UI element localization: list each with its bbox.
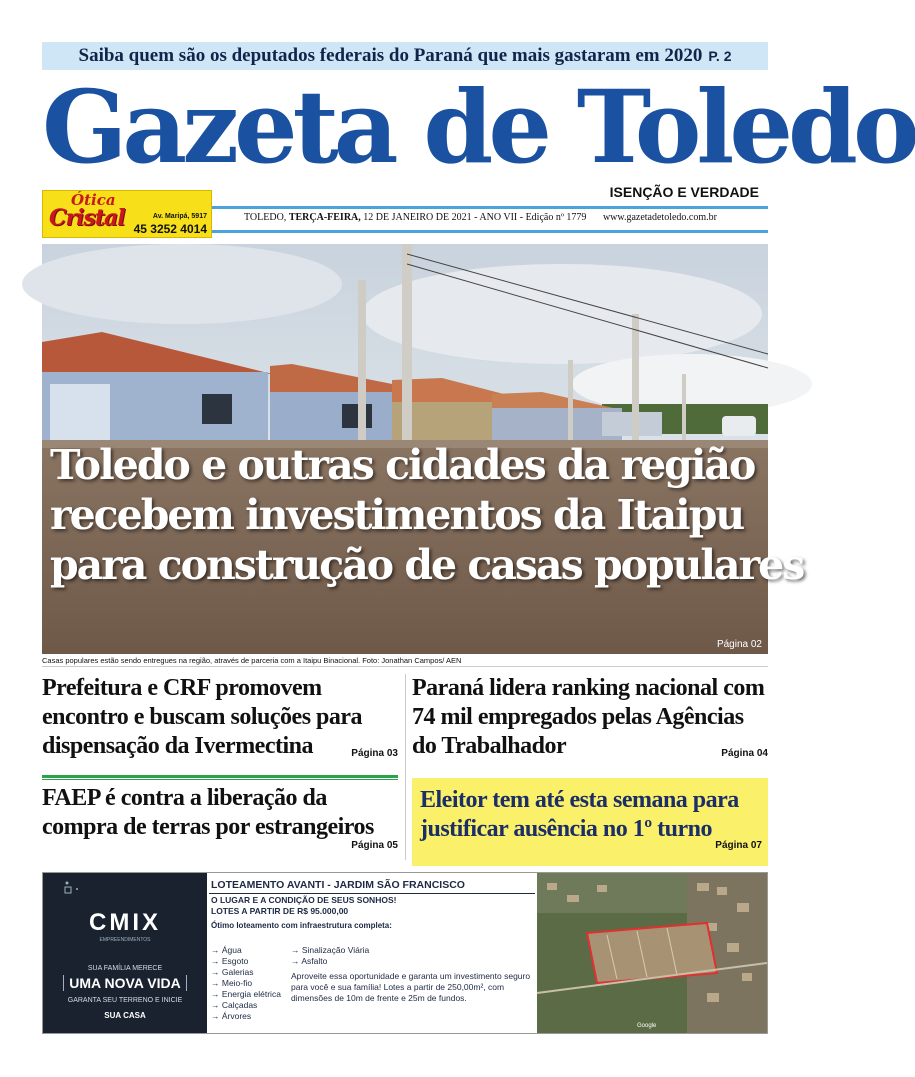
cmix-line3: GARANTA SEU TERRENO E INICIE: [67, 997, 183, 1004]
dateline-date: 12 DE JANEIRO DE 2021 - ANO VII - Edição nº 1779: [363, 212, 587, 223]
cmix-line4: SUA CASA: [104, 1011, 146, 1020]
masthead-title: Gazeta de Toledo: [42, 68, 915, 186]
hero-headline-line: recebem investimentos da Itaipu: [50, 491, 744, 539]
story-headline-line: 74 mil empregados pelas Agências: [412, 704, 744, 730]
story-headline-line: compra de terras por estrangeiros: [42, 814, 374, 840]
loteamento-features-col2: [291, 945, 369, 967]
loteamento-infra: Ótimo loteamento com infraestrutura completa:: [211, 921, 392, 930]
ad-loteamento-details: [209, 873, 537, 1033]
top-teaser-page: P. 2: [708, 48, 732, 64]
story-page-ref: Página 04: [721, 748, 768, 759]
ad-otica-address: Av. Maripá, 5917: [152, 213, 207, 220]
story-faep[interactable]: [42, 784, 398, 860]
feature-item: → Esgoto: [211, 956, 249, 966]
loteamento-tagline: O LUGAR E A CONDIÇÃO DE SEUS SONHOS!: [211, 895, 397, 905]
green-divider: [42, 775, 398, 778]
column-divider: [405, 674, 406, 860]
hero-headline-line: Toledo e outras cidades da região: [50, 441, 755, 489]
cmix-logo: CMIX: [89, 909, 161, 936]
ad-otica-brand-line2: Cristal: [49, 205, 125, 231]
feature-item: → Asfalto: [291, 956, 328, 966]
story-headline-line: justificar ausência no 1º turno: [420, 816, 712, 842]
cmix-line1: SUA FAMÍLIA MERECE: [87, 965, 163, 972]
satellite-map-image: [537, 873, 767, 1033]
story-page-ref: Página 05: [351, 840, 398, 851]
loteamento-features-col1: [211, 945, 281, 1022]
story-headline-line: dispensação da Ivermectina: [42, 733, 313, 759]
cmix-line2: UMA NOVA VIDA: [63, 975, 187, 991]
ad-otica-cristal[interactable]: [42, 190, 212, 238]
header-rule-top: [212, 206, 768, 209]
loteamento-body: Aproveite essa oportunidade e garanta um investimento seguro para você e sua família! Lotes a partir de 250,00m², com dimensões de 10m de frente e 25m de fundos.: [291, 971, 531, 1003]
ad-otica-brand-line1: Ótica: [71, 191, 116, 209]
ad-cmix-panel: [43, 873, 207, 1033]
loteamento-title: LOTEAMENTO AVANTI - JARDIM SÃO FRANCISCO: [211, 879, 465, 891]
feature-item: → Galerias: [211, 967, 254, 977]
hero-headline[interactable]: [50, 440, 804, 590]
section-divider: [42, 666, 768, 667]
map-credit: Google: [637, 1023, 657, 1029]
ad-loteamento-avanti[interactable]: [42, 872, 768, 1034]
story-headline-line: do Trabalhador: [412, 733, 567, 759]
story-eleitor-highlight[interactable]: [412, 778, 768, 866]
ad-otica-phone: 45 3252 4014: [133, 222, 207, 236]
story-headline-line: encontro e buscam soluções para: [42, 704, 363, 730]
dateline: [244, 212, 717, 223]
dateline-city: TOLEDO,: [244, 212, 287, 223]
story-headline-line: Paraná lidera ranking nacional com: [412, 675, 765, 701]
story-headline-line: FAEP é contra a liberação da: [42, 785, 327, 811]
decorative-dots-icon: [43, 873, 207, 903]
feature-item: → Água: [211, 945, 242, 955]
top-teaser-text: Saiba quem são os deputados federais do Paraná que mais gastaram em 2020: [78, 45, 703, 66]
story-page-ref: Página 03: [351, 748, 398, 759]
hero-photo-caption: Casas populares estão sendo entregues na região, através de parceria com a Itaipu Binacional. Foto: Jonathan Campos/ AEN: [42, 656, 462, 665]
loteamento-rule: [209, 893, 535, 894]
dateline-weekday: TERÇA-FEIRA,: [288, 212, 361, 223]
feature-item: → Energia elétrica: [211, 989, 281, 999]
feature-item: → Árvores: [211, 1011, 252, 1021]
hero-page-ref: Página 02: [716, 639, 762, 650]
feature-item: → Sinalização Viária: [291, 945, 370, 955]
hero-headline-line: para construção de casas populares: [50, 541, 804, 589]
masthead-motto: ISENÇÃO E VERDADE: [609, 184, 759, 200]
green-divider-thin: [42, 779, 398, 780]
story-headline-line: Prefeitura e CRF promovem: [42, 675, 322, 701]
feature-item: → Calçadas: [211, 1000, 258, 1010]
ad-satellite-map: [537, 873, 767, 1033]
cmix-logo-sub: EMPREENDIMENTOS: [99, 937, 151, 943]
hero-story[interactable]: [42, 244, 804, 654]
story-page-ref: Página 07: [715, 840, 762, 851]
story-headline-line: Eleitor tem até esta semana para: [420, 787, 739, 813]
story-prefeitura-crf[interactable]: [42, 674, 398, 770]
dateline-site-link[interactable]: www.gazetadetoledo.com.br: [602, 212, 717, 223]
loteamento-price: LOTES A PARTIR DE R$ 95.000,00: [211, 906, 349, 916]
header-rule-bottom: [212, 230, 768, 233]
story-parana-ranking[interactable]: [412, 674, 768, 770]
feature-item: → Meio-fio: [211, 978, 253, 988]
